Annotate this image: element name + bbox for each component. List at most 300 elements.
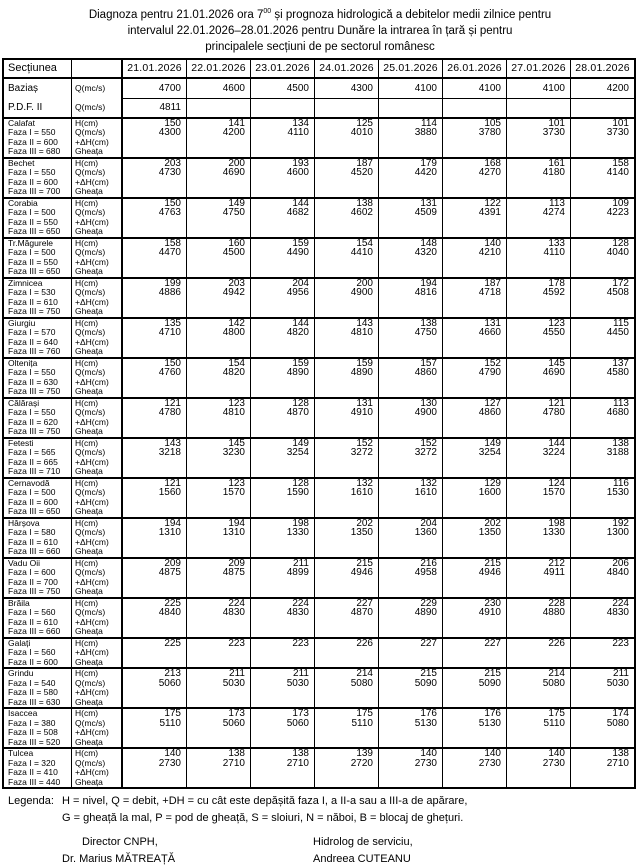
h-value: 187 [356, 158, 373, 169]
h-value: 227 [420, 638, 437, 649]
h-value: 159 [292, 358, 309, 369]
h-value: 124 [548, 478, 565, 489]
data-cell [571, 599, 634, 637]
h-value: 214 [548, 669, 565, 680]
station-name: Brăila [8, 598, 30, 608]
data-cell [315, 559, 379, 597]
q-value: 3218 [158, 447, 181, 459]
data-cell [251, 359, 315, 397]
station-info-cell [4, 479, 72, 517]
h-value: 133 [548, 238, 565, 249]
station-name: Cernavodă [8, 478, 50, 488]
parameter-label: H(cm) [75, 238, 99, 248]
q-value: 4790 [478, 367, 501, 379]
q-value: 4840 [158, 607, 181, 619]
h-value: 116 [613, 478, 629, 489]
parameter-labels-cell [72, 239, 123, 277]
h-value: 138 [420, 318, 437, 329]
h-value: 150 [164, 198, 181, 209]
station-name: Fetesti [8, 438, 34, 448]
faza-threshold: Faza III = 750 [8, 386, 61, 397]
parameter-label: Gheața [75, 776, 103, 787]
station-info-cell [4, 279, 72, 317]
data-cell [315, 119, 379, 157]
data-cell [507, 559, 571, 597]
data-cell [379, 519, 443, 557]
h-value: 154 [228, 358, 245, 369]
station-block [4, 117, 634, 157]
parameter-labels-cell [72, 359, 123, 397]
faza-threshold: Faza III = 650 [8, 506, 61, 517]
date-header: 26.01.2026 [443, 60, 507, 77]
h-value: 131 [356, 398, 373, 409]
q-value: 4911 [543, 567, 565, 579]
h-value: 200 [356, 278, 373, 289]
q-value-cell: 4600 [187, 79, 251, 99]
h-value: 211 [229, 669, 245, 680]
station-name: Baziaș [4, 79, 72, 98]
data-cell [443, 639, 507, 668]
date-header: 25.01.2026 [379, 60, 443, 77]
station-info-cell [4, 199, 72, 237]
q-value: 4816 [414, 287, 437, 299]
faza-threshold: Faza I = 580 [8, 527, 56, 538]
q-value: 4780 [158, 407, 181, 419]
q-value: 4710 [158, 327, 181, 339]
parameter-column-header [72, 60, 123, 77]
h-value: 198 [548, 518, 565, 529]
h-value: 132 [420, 478, 437, 489]
faza-threshold: Faza II = 410 [8, 767, 58, 778]
data-cell [251, 239, 315, 277]
parameter-label: H(cm) [75, 598, 99, 608]
h-value: 128 [292, 478, 309, 489]
h-value: 211 [613, 669, 629, 680]
data-cell [571, 669, 634, 707]
data-cell [123, 599, 187, 637]
q-value: 4958 [414, 567, 437, 579]
h-value: 168 [484, 158, 501, 169]
q-value-cell: 4500 [251, 79, 315, 99]
data-cell [571, 559, 634, 597]
data-cell [251, 599, 315, 637]
q-value: 5130 [414, 717, 437, 729]
h-value: 194 [164, 518, 181, 529]
h-value: 173 [292, 709, 309, 720]
q-value: 3780 [478, 127, 501, 139]
parameter-label: Gheața [75, 506, 103, 517]
h-value: 204 [420, 518, 437, 529]
data-cell [443, 119, 507, 157]
q-value-cell [251, 98, 315, 117]
q-value: 5090 [414, 677, 437, 689]
data-cell [251, 479, 315, 517]
station-name: Oltenița [8, 358, 38, 368]
parameter-label: H(cm) [75, 318, 99, 328]
parameter-labels-cell [72, 599, 123, 637]
data-cell [187, 399, 251, 437]
hydrologist-name: Andreea CUTEANU [313, 852, 411, 865]
parameter-label: Gheața [75, 736, 103, 747]
director-role: Director CNPH, [82, 836, 158, 849]
table-row [4, 98, 634, 117]
parameter-labels-cell [72, 199, 123, 237]
data-cell [123, 119, 187, 157]
date-header: 24.01.2026 [315, 60, 379, 77]
station-block [4, 477, 634, 517]
parameter-label: Gheața [75, 546, 103, 557]
station-name: Bechet [8, 158, 35, 168]
parameter-label: Q(mc/s) [75, 367, 106, 378]
station-info-cell [4, 359, 72, 397]
parameter-label: H(cm) [75, 478, 99, 488]
h-value: 212 [548, 558, 565, 569]
h-value: 105 [484, 118, 501, 129]
q-value: 5030 [222, 677, 245, 689]
q-value: 4830 [606, 607, 629, 619]
q-value: 4490 [286, 247, 309, 259]
q-value: 4592 [542, 287, 565, 299]
data-cell [315, 399, 379, 437]
h-value: 148 [420, 238, 437, 249]
station-block [4, 397, 634, 437]
q-value: 4040 [606, 247, 629, 259]
parameter-label: Q(mc/s) [75, 127, 106, 138]
faza-threshold: Faza II = 550 [8, 256, 58, 267]
q-value: 4830 [286, 607, 309, 619]
h-value: 130 [420, 398, 437, 409]
data-cell [187, 119, 251, 157]
title-line-2: intervalul 22.01.2026–28.01.2026 pentru Dunăre la intrarea în țară și pentru [127, 24, 513, 37]
station-block [4, 637, 634, 668]
q-value: 4910 [350, 407, 373, 419]
q-value: 4450 [606, 327, 629, 339]
data-cell [443, 279, 507, 317]
station-block [4, 597, 634, 637]
data-cell [507, 669, 571, 707]
h-value: 141 [228, 118, 245, 129]
h-value: 145 [548, 358, 565, 369]
q-value: 1350 [478, 527, 501, 539]
faza-threshold: Faza I = 565 [8, 447, 56, 458]
data-cell [443, 749, 507, 787]
h-value: 127 [484, 398, 501, 409]
data-cell [187, 599, 251, 637]
parameter-label: +ΔH(cm) [75, 376, 109, 387]
h-value: 144 [548, 438, 565, 449]
q-value: 1570 [542, 487, 565, 499]
legend-lines [62, 793, 467, 827]
h-value: 175 [356, 709, 373, 720]
h-value: 154 [356, 238, 373, 249]
h-value: 215 [484, 558, 501, 569]
h-value: 121 [548, 398, 565, 409]
faza-threshold: Faza I = 500 [8, 487, 56, 498]
parameter-label: +ΔH(cm) [75, 576, 109, 587]
parameter-label: Gheața [75, 386, 103, 397]
h-value: 227 [356, 598, 373, 609]
h-value: 138 [228, 749, 245, 760]
data-cell [507, 159, 571, 197]
station-info-cell [4, 239, 72, 277]
h-value: 202 [484, 518, 501, 529]
q-value-cell: 4200 [571, 79, 634, 99]
parameter-label: +ΔH(cm) [75, 647, 109, 658]
parameter-label: +ΔH(cm) [75, 336, 109, 347]
parameter-label: Q(mc/s) [75, 567, 106, 578]
faza-threshold: Faza I = 530 [8, 287, 56, 298]
data-cell [123, 239, 187, 277]
q-value: 4899 [286, 567, 309, 579]
data-cell [315, 239, 379, 277]
legend-line-2: G = gheață la mal, P = pod de gheață, S = sloiuri, N = năboi, B = blocaj de ghețuri. [62, 812, 464, 825]
station-name: Tulcea [8, 749, 34, 759]
station-block [4, 517, 634, 557]
h-value: 121 [164, 398, 181, 409]
parameter-label: Q(mc/s) [75, 327, 106, 338]
data-cell [379, 669, 443, 707]
faza-threshold: Faza II = 600 [8, 176, 58, 187]
h-value: 179 [420, 158, 437, 169]
q-value: 4010 [350, 127, 373, 139]
data-cell [443, 669, 507, 707]
data-cell [251, 319, 315, 357]
data-cell [315, 709, 379, 747]
q-value: 5110 [543, 717, 565, 729]
q-value: 4420 [414, 167, 437, 179]
faza-threshold: Faza II = 600 [8, 136, 58, 147]
signature-director [62, 834, 312, 867]
q-value: 4682 [286, 207, 309, 219]
h-value: 131 [420, 198, 437, 209]
date-header: 21.01.2026 [123, 60, 187, 77]
q-value: 4810 [222, 407, 245, 419]
q-value: 4946 [478, 567, 501, 579]
h-value: 144 [292, 318, 309, 329]
faza-threshold: Faza I = 500 [8, 247, 56, 258]
faza-threshold: Faza III = 750 [8, 586, 61, 597]
q-value: 4602 [350, 207, 373, 219]
data-cell [251, 279, 315, 317]
data-cell [571, 639, 634, 668]
data-cell [187, 519, 251, 557]
row-label: Q(mc/s) [72, 98, 123, 117]
faza-threshold: Faza II = 610 [8, 296, 58, 307]
station-info-cell [4, 749, 72, 787]
parameter-label: Gheața [75, 306, 103, 317]
q-value: 5110 [159, 717, 181, 729]
data-cell [571, 399, 634, 437]
q-value: 1300 [606, 527, 629, 539]
q-value-cell: 4100 [379, 79, 443, 99]
q-value: 3880 [414, 127, 437, 139]
q-value: 5080 [606, 717, 629, 729]
parameter-label: Q(mc/s) [75, 247, 106, 258]
data-cell [187, 709, 251, 747]
legend-line-1: H = nivel, Q = debit, +DH = cu cât este depășită faza I, a II-a sau a III-a de apărare, [62, 795, 468, 808]
faza-threshold: Faza III = 520 [8, 736, 61, 747]
parameter-labels-cell [72, 639, 123, 668]
data-cell [571, 279, 634, 317]
date-header: 23.01.2026 [251, 60, 315, 77]
q-value: 4780 [542, 407, 565, 419]
q-value-cell: 4811 [123, 98, 187, 117]
station-info-cell [4, 119, 72, 157]
data-cell [251, 709, 315, 747]
h-value: 140 [484, 749, 501, 760]
q-value: 2730 [542, 757, 565, 769]
q-value: 4210 [478, 247, 501, 259]
data-cell [507, 479, 571, 517]
data-cell [315, 749, 379, 787]
h-value: 209 [164, 558, 181, 569]
parameter-label: Q(mc/s) [75, 287, 106, 298]
report-title [0, 0, 640, 55]
q-value-cell [315, 98, 379, 117]
q-value: 4810 [350, 327, 373, 339]
parameter-label: H(cm) [75, 158, 99, 168]
faza-threshold: Faza III = 660 [8, 626, 61, 637]
faza-threshold: Faza III = 650 [8, 266, 61, 277]
q-value: 5090 [478, 677, 501, 689]
data-cell [315, 519, 379, 557]
faza-threshold: Faza II = 610 [8, 616, 58, 627]
h-value: 226 [356, 638, 373, 649]
station-name: P.D.F. II [4, 98, 72, 117]
q-value-cell: 4100 [507, 79, 571, 99]
q-value: 2730 [158, 757, 181, 769]
data-cell [123, 519, 187, 557]
date-header: 27.01.2026 [507, 60, 571, 77]
data-cell [379, 559, 443, 597]
parameter-label: +ΔH(cm) [75, 616, 109, 627]
table-row [4, 79, 634, 98]
q-value: 4690 [542, 367, 565, 379]
parameter-labels-cell [72, 159, 123, 197]
faza-threshold: Faza I = 550 [8, 407, 56, 418]
station-name: Călărași [8, 398, 40, 408]
parameter-label: Gheața [75, 146, 103, 157]
h-value: 187 [484, 278, 501, 289]
parameter-label: H(cm) [75, 118, 99, 128]
station-block [4, 667, 634, 707]
faza-threshold: Faza III = 750 [8, 306, 61, 317]
legend-label: Legenda: [8, 795, 54, 808]
h-value: 225 [164, 598, 181, 609]
q-value: 3230 [222, 447, 245, 459]
q-value: 3224 [542, 447, 565, 459]
q-value: 4760 [158, 367, 181, 379]
data-cell [123, 359, 187, 397]
parameter-labels-cell [72, 669, 123, 707]
station-info-cell [4, 599, 72, 637]
faza-threshold: Faza II = 700 [8, 576, 58, 587]
row-label: Q(mc/s) [72, 79, 123, 98]
q-value: 5080 [542, 677, 565, 689]
data-cell [379, 439, 443, 477]
legend [8, 793, 640, 827]
parameter-labels-cell [72, 749, 123, 787]
data-cell [251, 749, 315, 787]
q-value: 4300 [158, 127, 181, 139]
q-value: 1330 [286, 527, 309, 539]
q-value-cell [379, 98, 443, 117]
h-value: 230 [484, 598, 501, 609]
data-cell [315, 479, 379, 517]
data-cell [443, 559, 507, 597]
title-hour-superscript: 00 [263, 8, 272, 15]
data-cell [187, 559, 251, 597]
data-cell [315, 359, 379, 397]
q-value: 4223 [606, 207, 629, 219]
q-value: 5130 [478, 717, 501, 729]
h-value: 158 [164, 238, 181, 249]
parameter-label: +ΔH(cm) [75, 416, 109, 427]
h-value: 224 [612, 598, 629, 609]
h-value: 150 [164, 358, 181, 369]
q-value: 1310 [222, 527, 245, 539]
faza-threshold: Faza I = 600 [8, 567, 56, 578]
h-value: 138 [292, 749, 309, 760]
q-value: 4410 [350, 247, 373, 259]
faza-threshold: Faza I = 560 [8, 647, 56, 658]
faza-threshold: Faza I = 380 [8, 717, 56, 728]
director-name: Dr. Marius MĂTREAȚĂ [62, 852, 176, 865]
q-value: 3254 [478, 447, 501, 459]
h-value: 159 [292, 238, 309, 249]
data-cell [507, 119, 571, 157]
data-cell [251, 199, 315, 237]
faza-threshold: Faza I = 320 [8, 757, 56, 768]
data-cell [379, 709, 443, 747]
data-cell [507, 399, 571, 437]
data-cell [123, 319, 187, 357]
h-value: 200 [228, 158, 245, 169]
data-cell [571, 749, 634, 787]
parameter-labels-cell [72, 119, 123, 157]
h-value: 223 [292, 638, 309, 649]
h-value: 206 [612, 558, 629, 569]
parameter-label: Q(mc/s) [75, 447, 106, 458]
data-cell [571, 709, 634, 747]
h-value: 199 [164, 278, 181, 289]
parameter-label: Q(mc/s) [75, 527, 106, 538]
h-value: 215 [420, 669, 437, 680]
h-value: 128 [292, 398, 309, 409]
h-value: 140 [548, 749, 565, 760]
station-block [4, 197, 634, 237]
data-cell [507, 199, 571, 237]
parameter-label: Q(mc/s) [75, 167, 106, 178]
h-value: 138 [356, 198, 373, 209]
q-value: 4680 [606, 407, 629, 419]
q-value: 4900 [350, 287, 373, 299]
parameter-label: Q(mc/s) [75, 757, 106, 768]
parameter-labels-cell [72, 279, 123, 317]
q-value: 4956 [286, 287, 309, 299]
data-cell [507, 319, 571, 357]
data-cell [315, 599, 379, 637]
h-value: 145 [228, 438, 245, 449]
q-value-cell [187, 98, 251, 117]
q-value: 1350 [350, 527, 373, 539]
h-value: 149 [484, 438, 501, 449]
data-cell [187, 479, 251, 517]
data-cell [571, 119, 634, 157]
faza-threshold: Faza I = 550 [8, 367, 56, 378]
data-cell [507, 599, 571, 637]
parameter-label: H(cm) [75, 518, 99, 528]
